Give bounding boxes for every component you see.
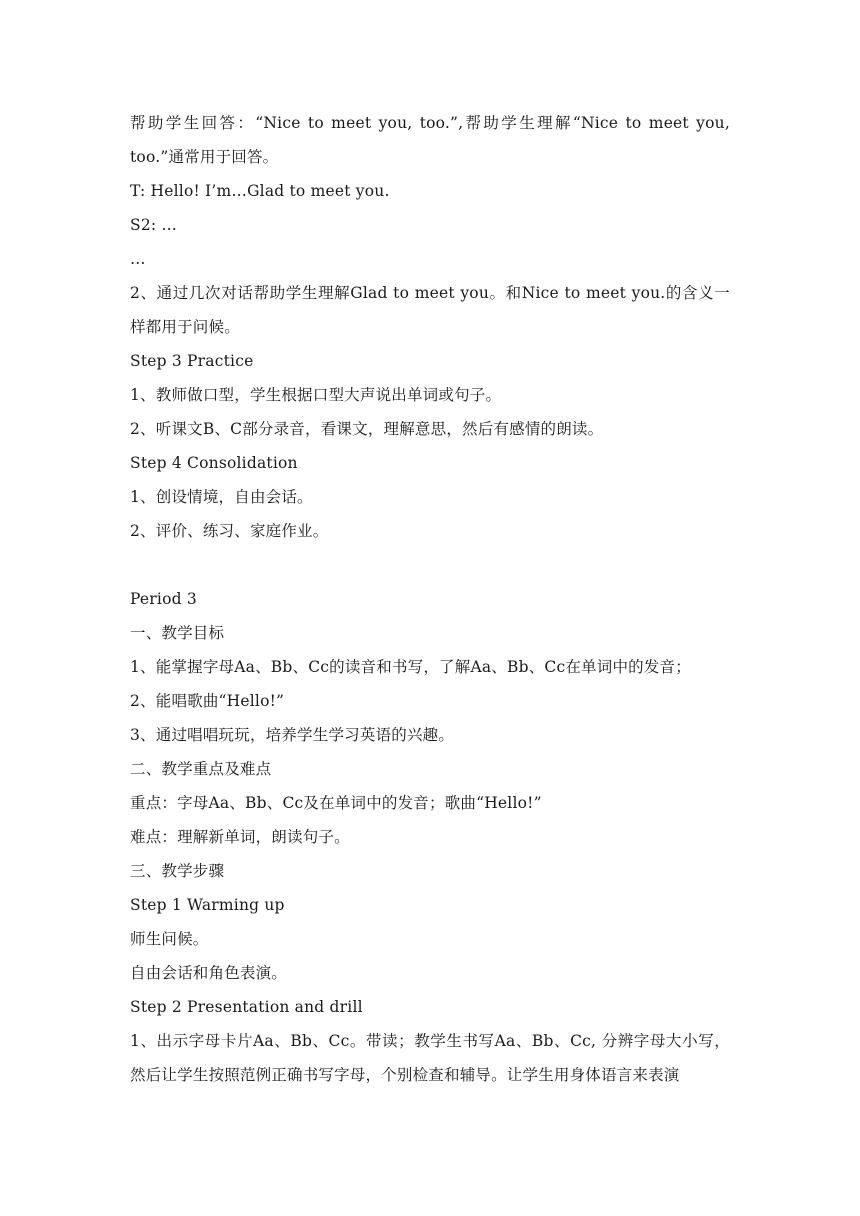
paragraph-answer-help: 帮助学生回答：“Nice to meet you, too.”,帮助学生理解“Nice to meet you, too.”通常用于回答。	[130, 114, 730, 166]
section-heading-steps: 三、教学步骤	[130, 862, 225, 880]
ellipsis-line: …	[130, 250, 146, 268]
paragraph-letter-cards: 1、出示字母卡片Aa、Bb、Cc。带读；教学生书写Aa、Bb、Cc, 分辨字母大小写，然后让学生按照范例正确书写字母，个别检查和辅导。让学生用身体语言来表演	[130, 1032, 730, 1084]
list-item: 2、评价、练习、家庭作业。	[130, 522, 329, 540]
dialogue-line-teacher: T: Hello! I’m…Glad to meet you.	[130, 182, 390, 200]
text-line: 自由会话和角色表演。	[130, 964, 288, 982]
difficult-point-line: 难点：理解新单词，朗读句子。	[130, 828, 350, 846]
paragraph-dialogue-understanding: 2、通过几次对话帮助学生理解Glad to meet you。和Nice to meet you.的含义一样都用于问候。	[130, 284, 730, 336]
section-heading-objectives: 一、教学目标	[130, 624, 225, 642]
list-item: 1、教师做口型，学生根据口型大声说出单词或句子。	[130, 386, 502, 404]
list-item: 2、听课文B、C部分录音，看课文，理解意思，然后有感情的朗读。	[130, 420, 604, 438]
heading-step-4: Step 4 Consolidation	[130, 454, 298, 472]
heading-step-3: Step 3 Practice	[130, 352, 254, 370]
list-item: 2、能唱歌曲“Hello!”	[130, 692, 285, 710]
text-line: 师生问候。	[130, 930, 209, 948]
document-page	[130, 106, 730, 1092]
heading-period-3: Period 3	[130, 590, 197, 608]
list-item: 1、能掌握字母Aa、Bb、Cc的读音和书写，了解Aa、Bb、Cc在单词中的发音；	[130, 658, 691, 676]
heading-step-2: Step 2 Presentation and drill	[130, 998, 363, 1016]
dialogue-line-s2: S2: …	[130, 216, 178, 234]
list-item: 3、通过唱唱玩玩，培养学生学习英语的兴趣。	[130, 726, 455, 744]
heading-step-1: Step 1 Warming up	[130, 896, 285, 914]
key-point-line: 重点：字母Aa、Bb、Cc及在单词中的发音；歌曲“Hello!”	[130, 794, 542, 812]
blank-line	[130, 548, 730, 582]
list-item: 1、创设情境，自由会话。	[130, 488, 313, 506]
section-heading-key-points: 二、教学重点及难点	[130, 760, 272, 778]
